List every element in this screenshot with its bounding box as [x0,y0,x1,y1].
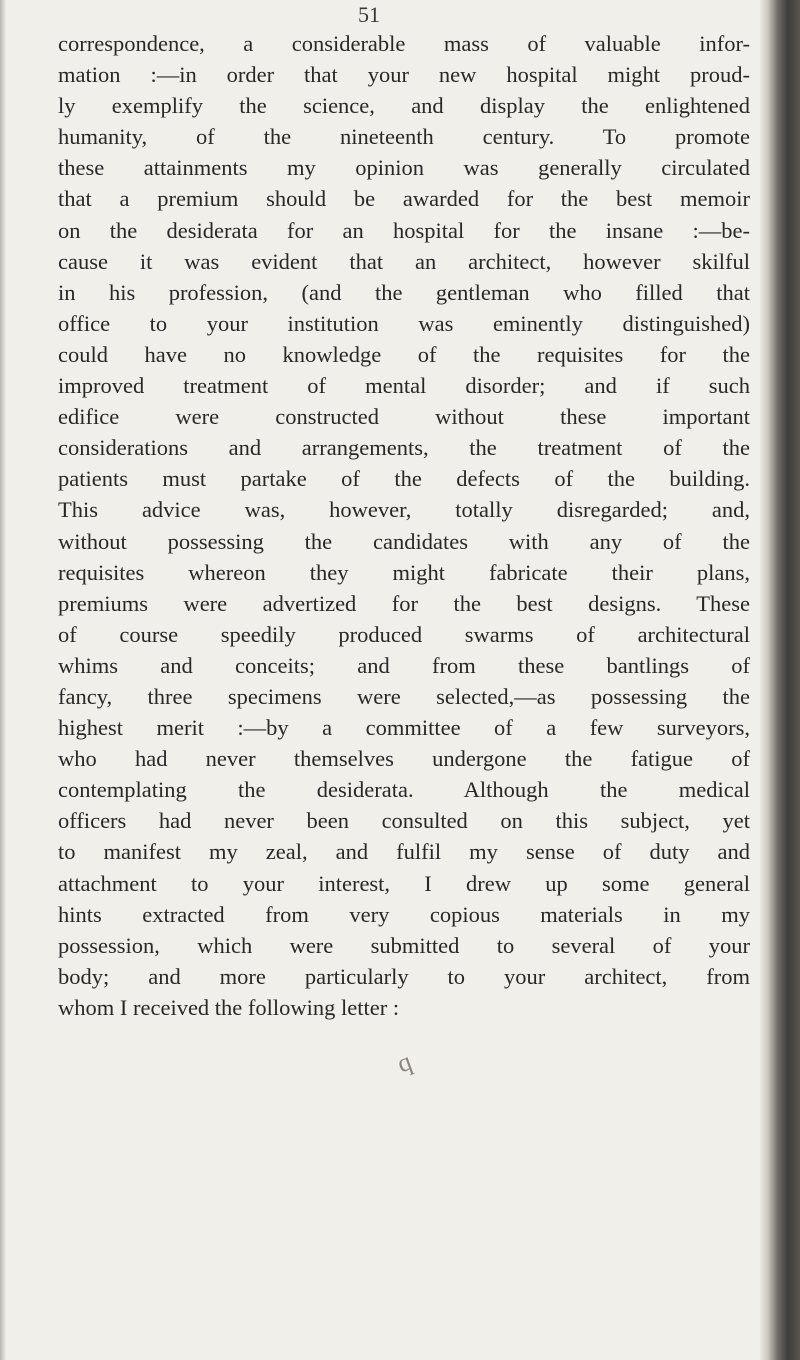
text-line: of course speedily produced swarms of architectural [58,621,750,647]
text-line: This advice was, however, totally disregarded; and, [58,497,750,523]
text-line: cause it was evident that an architect, however skilful [58,248,750,274]
text-line: who had never themselves undergone the fatigue of [58,746,750,772]
book-binding-shadow [760,0,800,1360]
text-line: humanity, of the nineteenth century. To promote [58,124,750,150]
text-line: considerations and arrangements, the treatment of the [58,435,750,461]
text-line: hints extracted from very copious materials in my [58,901,750,927]
text-line: possession, which were submitted to several of your [58,932,750,958]
text-line: whims and conceits; and from these bantlings of [58,652,750,678]
text-line: mation :—in order that your new hospital might proud- [58,62,750,88]
text-line: to manifest my zeal, and fulfil my sense of duty and [58,839,750,865]
text-line: patients must partake of the defects of the building. [58,466,750,492]
text-line: correspondence, a considerable mass of valuable infor- [58,31,750,56]
text-line: premiums were advertized for the best designs. These [58,590,750,616]
text-line: contemplating the desiderata. Although the medical [58,777,750,803]
text-line: whom I received the following letter : [58,994,400,1020]
page-number: 51 [358,2,380,27]
text-line: these attainments my opinion was generally circulated [58,155,750,181]
text-line: in his profession, (and the gentleman who filled that [58,279,750,305]
text-line: ly exemplify the science, and display the enlightened [58,93,750,119]
text-line: that a premium should be awarded for the best memoir [58,186,750,212]
text-line: edifice were constructed without these important [58,404,750,430]
signature-mark: q [393,1046,416,1079]
text-line: on the desiderata for an hospital for the insane :—be- [58,217,750,243]
text-line: improved treatment of mental disorder; and if such [58,373,750,399]
text-line: body; and more particularly to your architect, from [58,963,750,989]
body-text [58,28,750,1023]
text-line: attachment to your interest, I drew up some general [58,870,750,896]
text-line: highest merit :—by a committee of a few surveyors, [58,715,750,741]
text-line: officers had never been consulted on this subject, yet [58,808,750,834]
text-line: without possessing the candidates with any of the [58,528,750,554]
text-line: could have no knowledge of the requisites for the [58,341,750,367]
text-line: requisites whereon they might fabricate their plans, [58,559,750,585]
text-line: office to your institution was eminently distinguished) [58,310,750,336]
text-line: fancy, three specimens were selected,—as possessing the [58,683,750,709]
page-left-edge [0,0,6,1360]
